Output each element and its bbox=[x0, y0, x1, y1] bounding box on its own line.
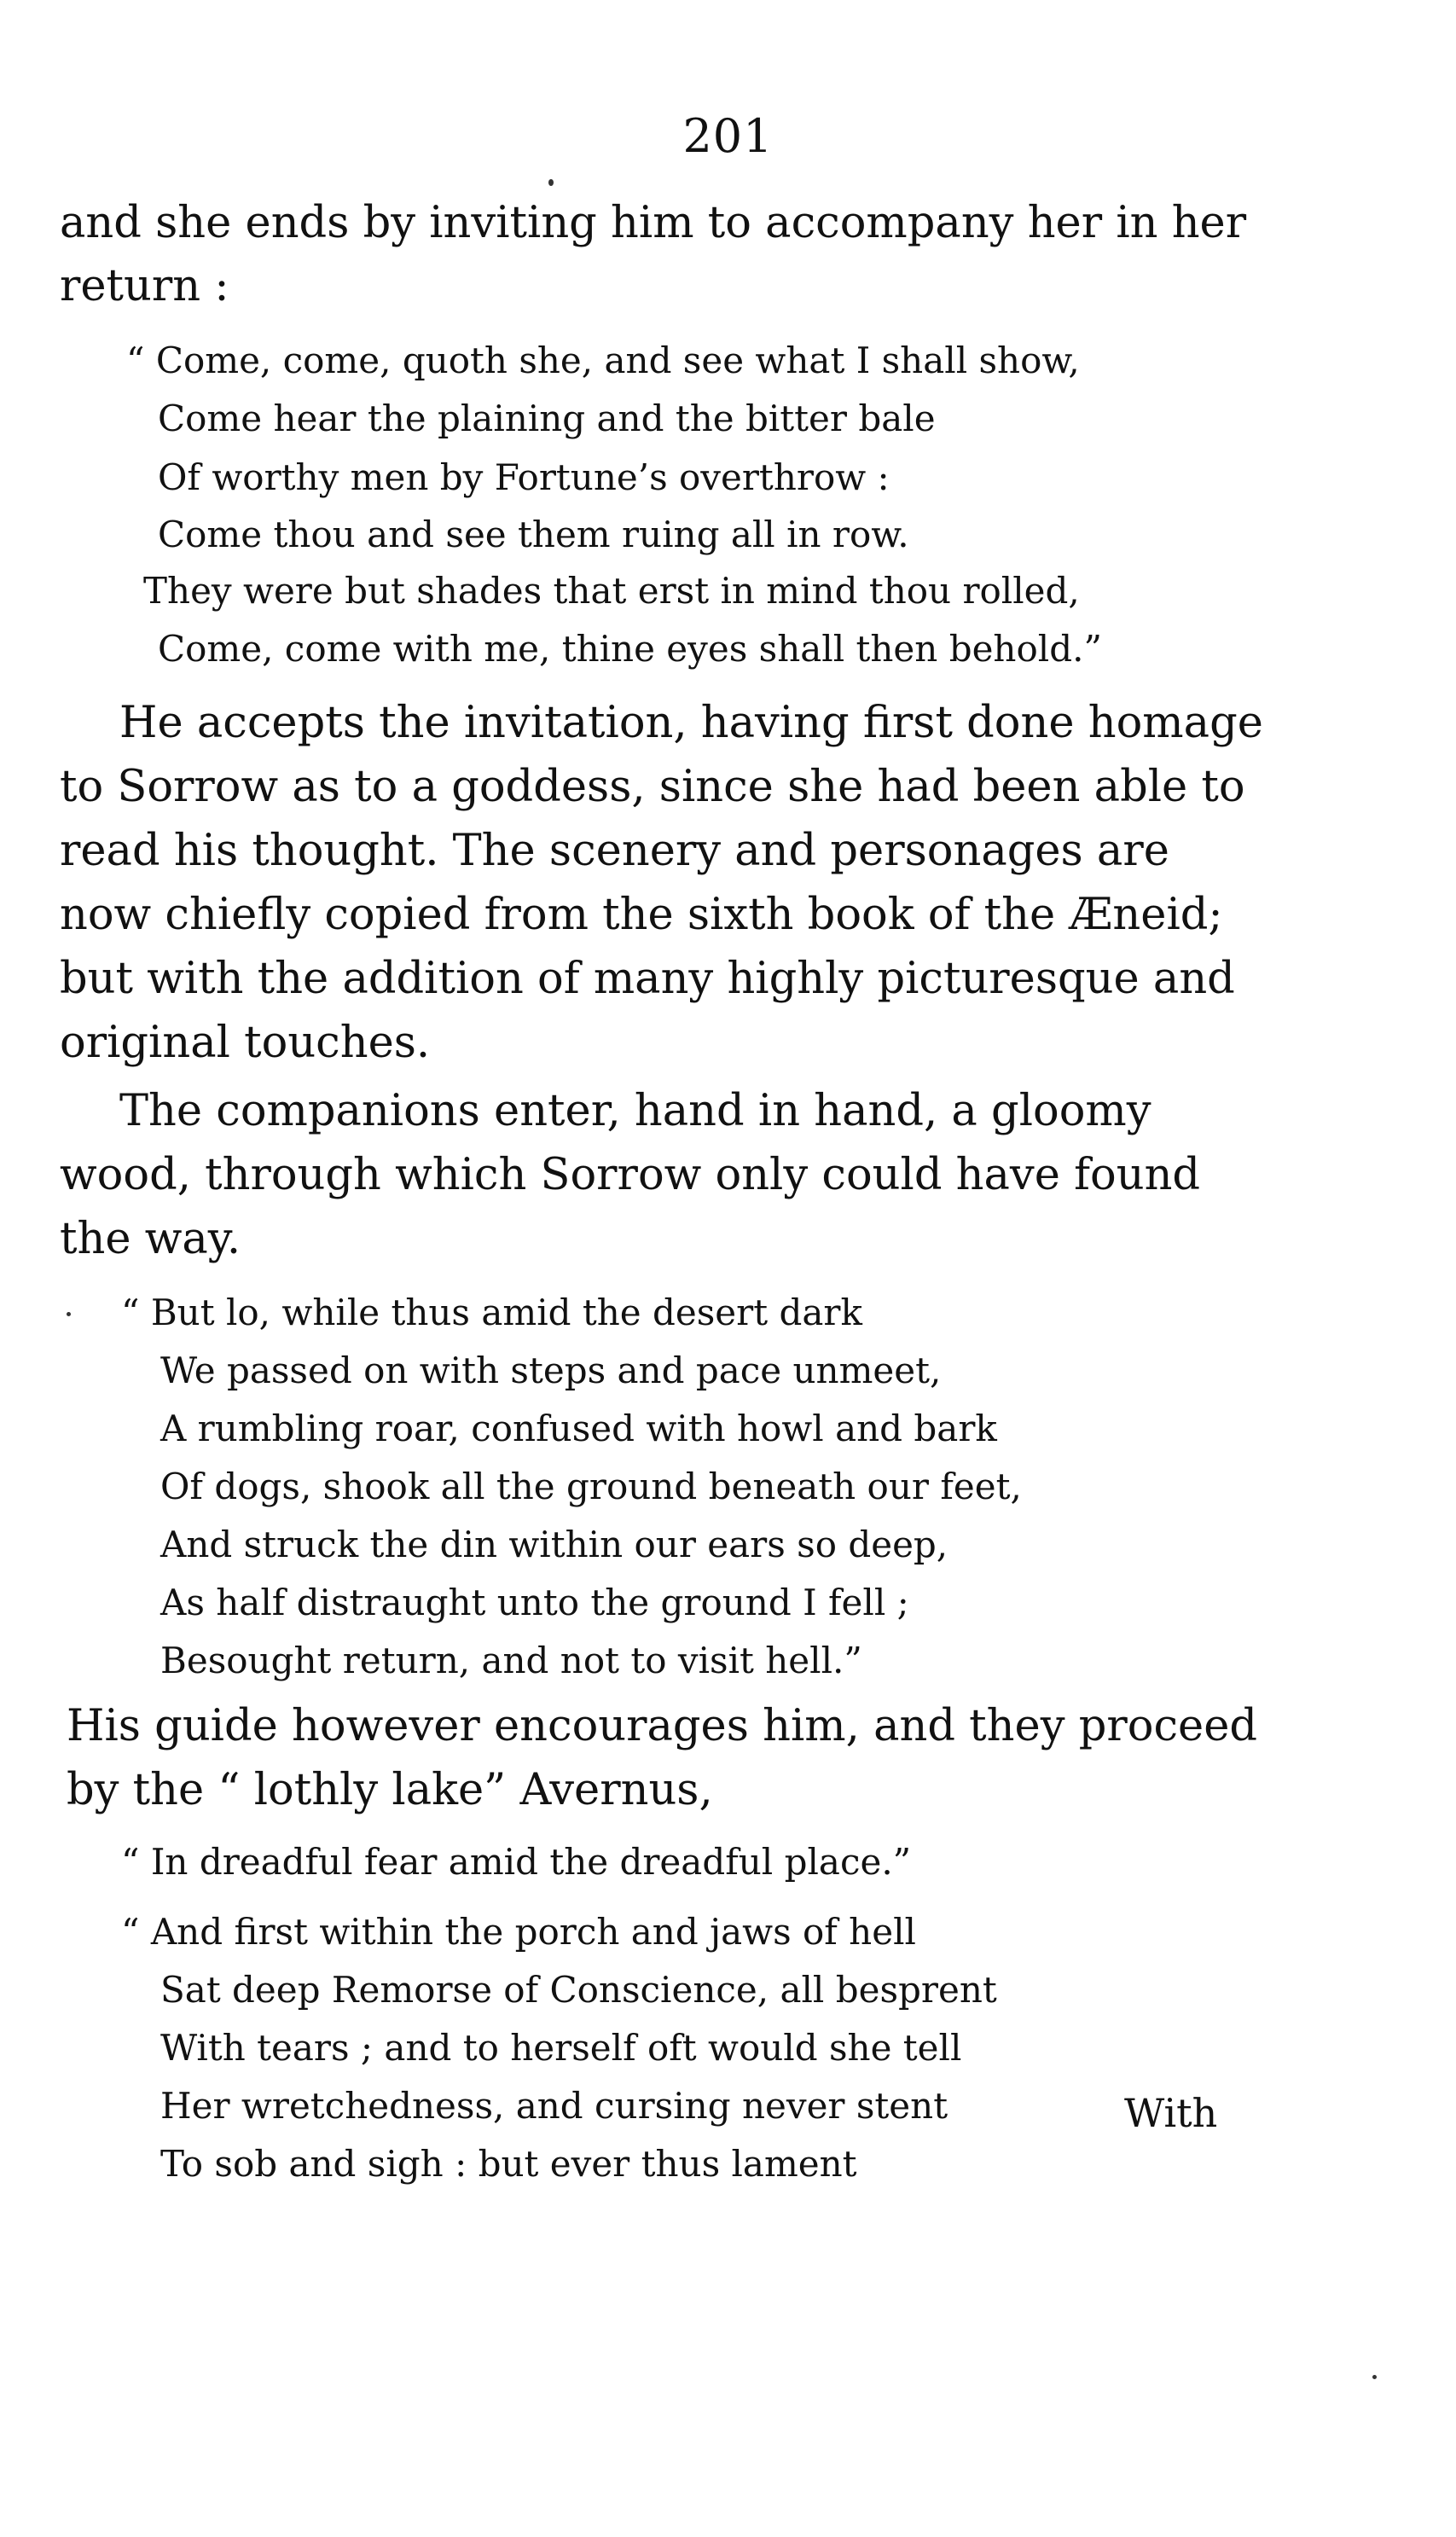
ink-speck bbox=[548, 179, 554, 186]
verse-1-line-3: Of worthy men by Fortune’s overthrow : bbox=[158, 456, 890, 498]
paragraph-2-line-5: but with the addition of many highly picturesque and bbox=[60, 954, 1235, 1004]
paragraph-2-line-1: He accepts the invitation, having first done homage bbox=[119, 698, 1263, 748]
paragraph-2-line-3: read his thought. The scenery and personages are bbox=[60, 826, 1169, 876]
verse-2-line-3: A rumbling roar, confused with howl and bark bbox=[160, 1408, 997, 1449]
verse-2-line-2: We passed on with steps and pace unmeet, bbox=[160, 1350, 942, 1391]
page-number: 201 bbox=[682, 109, 774, 163]
verse-3-line-5: To sob and sigh : but ever thus lament bbox=[160, 2143, 857, 2185]
paragraph-3-line-3: the way. bbox=[60, 1214, 241, 1264]
paragraph-1-line-1: and she ends by inviting him to accompany her in her bbox=[60, 198, 1247, 248]
paragraph-2-line-2: to Sorrow as to a goddess, since she had been able to bbox=[60, 762, 1245, 812]
verse-3-line-2: Sat deep Remorse of Conscience, all besprent bbox=[160, 1969, 997, 2011]
verse-1-line-2: Come hear the plaining and the bitter bale bbox=[158, 398, 936, 439]
verse-1-line-5: They were but shades that erst in mind thou rolled, bbox=[143, 570, 1080, 612]
paragraph-3-line-2: wood, through which Sorrow only could have found bbox=[60, 1150, 1201, 1200]
verse-2-line-4: Of dogs, shook all the ground beneath our feet, bbox=[160, 1466, 1022, 1507]
verse-3-line-1: “ And first within the porch and jaws of hell bbox=[121, 1911, 916, 1953]
paragraph-2-line-4: now chiefly copied from the sixth book of the Æneid; bbox=[60, 890, 1223, 940]
verse-3-line-4: Her wretchedness, and cursing never stent bbox=[160, 2085, 948, 2127]
verse-2-line-6: As half distraught unto the ground I fell ; bbox=[160, 1582, 909, 1623]
catchword: With bbox=[1124, 2090, 1218, 2136]
verse-1-line-4: Come thou and see them ruing all in row. bbox=[158, 514, 909, 555]
ink-speck bbox=[67, 1312, 71, 1316]
paragraph-1-line-2: return : bbox=[60, 261, 229, 311]
verse-2-line-1: “ But lo, while thus amid the desert dark bbox=[121, 1292, 862, 1333]
verse-2-line-7: Besought return, and not to visit hell.” bbox=[160, 1640, 862, 1681]
ink-speck bbox=[1372, 2375, 1377, 2379]
verse-3-line-3: With tears ; and to herself oft would she tell bbox=[160, 2027, 962, 2069]
paragraph-4-line-1: His guide however encourages him, and they proceed bbox=[67, 1701, 1258, 1751]
verse-1-line-1: “ Come, come, quoth she, and see what I shall show, bbox=[126, 340, 1080, 381]
quoted-line: “ In dreadful fear amid the dreadful place.” bbox=[121, 1841, 912, 1883]
paragraph-3-line-1: The companions enter, hand in hand, a gloomy bbox=[119, 1086, 1151, 1136]
paragraph-2-line-6: original touches. bbox=[60, 1018, 431, 1068]
paragraph-4-line-2: by the “ lothly lake” Avernus, bbox=[67, 1765, 713, 1815]
verse-1-line-6: Come, come with me, thine eyes shall then behold.” bbox=[158, 628, 1102, 670]
verse-2-line-5: And struck the din within our ears so deep, bbox=[160, 1524, 948, 1565]
